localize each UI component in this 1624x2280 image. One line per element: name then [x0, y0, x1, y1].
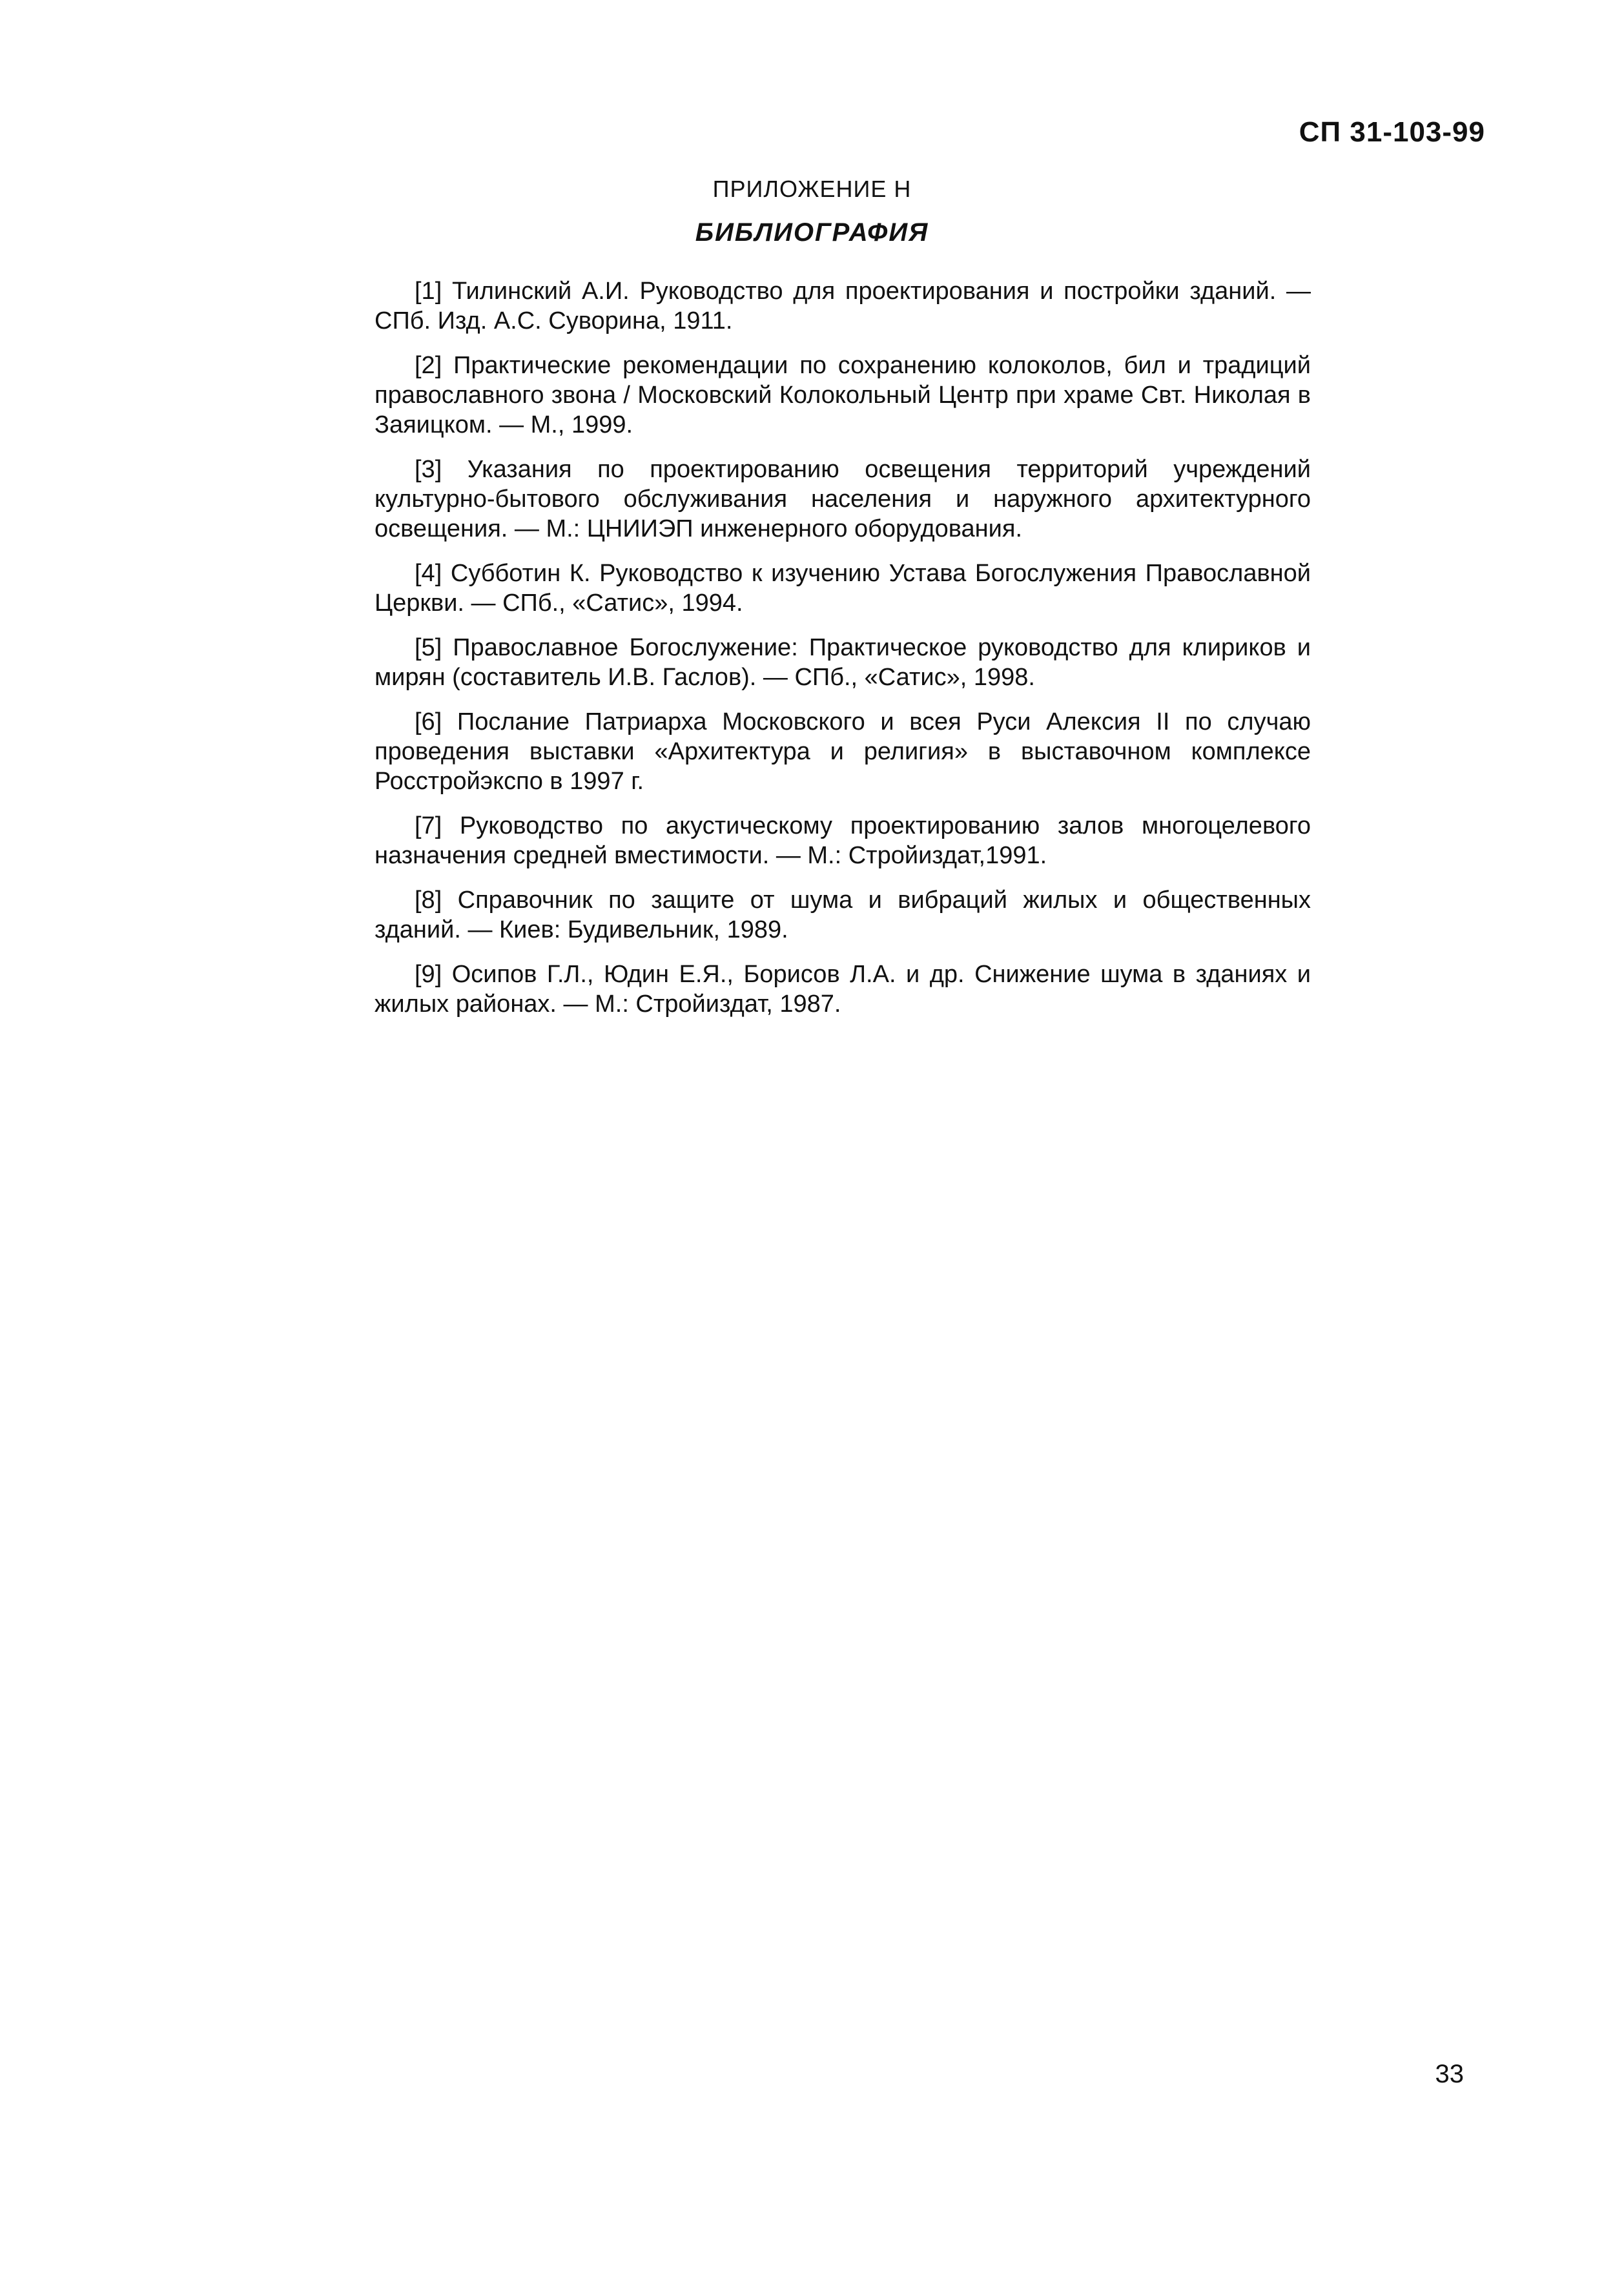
bibliography-entry: [4] Субботин К. Руководство к изучению Устава Богослужения Православной Церкви. — СПб., «Сатис», 1994. [375, 560, 1311, 617]
bibliography-entry: [8] Справочник по защите от шума и вибраций жилых и общественных зданий. — Киев: Будивельник, 1989. [375, 887, 1311, 943]
bibliography-entry: [1] Тилинский А.И. Руководство для проектирования и постройки зданий. — СПб. Изд. А.С. Суворина, 1911. [375, 278, 1311, 334]
bibliography-entry: [3] Указания по проектированию освещения территорий учреждений культурно-бытового обслуживания населения и наружного архитектурного освещения. — М.: ЦНИИЭП инженерного оборудования. [375, 456, 1311, 542]
section-title: БИБЛИОГРАФИЯ [695, 218, 929, 247]
bibliography-entry: [9] Осипов Г.Л., Юдин Е.Я., Борисов Л.А. и др. Снижение шума в зданиях и жилых районах. — М.: Стройиздат, 1987. [375, 961, 1311, 1018]
bibliography-entry: [7] Руководство по акустическому проектированию залов многоцелевого назначения средней вместимости. — М.: Стройиздат,1991. [375, 812, 1311, 869]
page-number: 33 [1435, 2060, 1464, 2088]
document-code: СП 31-103-99 [1299, 116, 1485, 148]
bibliography-entry: [6] Послание Патриарха Московского и всея Руси Алексия II по случаю проведения выставки «Архитектура и религия» в выставочном комплексе Росстройэкспо в 1997 г. [375, 708, 1311, 795]
bibliography-list [375, 276, 1311, 1034]
appendix-title: ПРИЛОЖЕНИЕ Н [712, 176, 912, 202]
bibliography-entry: [2] Практические рекомендации по сохранению колоколов, бил и традиций православного звона / Московский Колокольный Центр при храме Свт. Николая в Заяицком. — М., 1999. [375, 352, 1311, 438]
bibliography-entry: [5] Православное Богослужение: Практическое руководство для клириков и мирян (составитель И.В. Гаслов). — СПб., «Сатис», 1998. [375, 634, 1311, 691]
